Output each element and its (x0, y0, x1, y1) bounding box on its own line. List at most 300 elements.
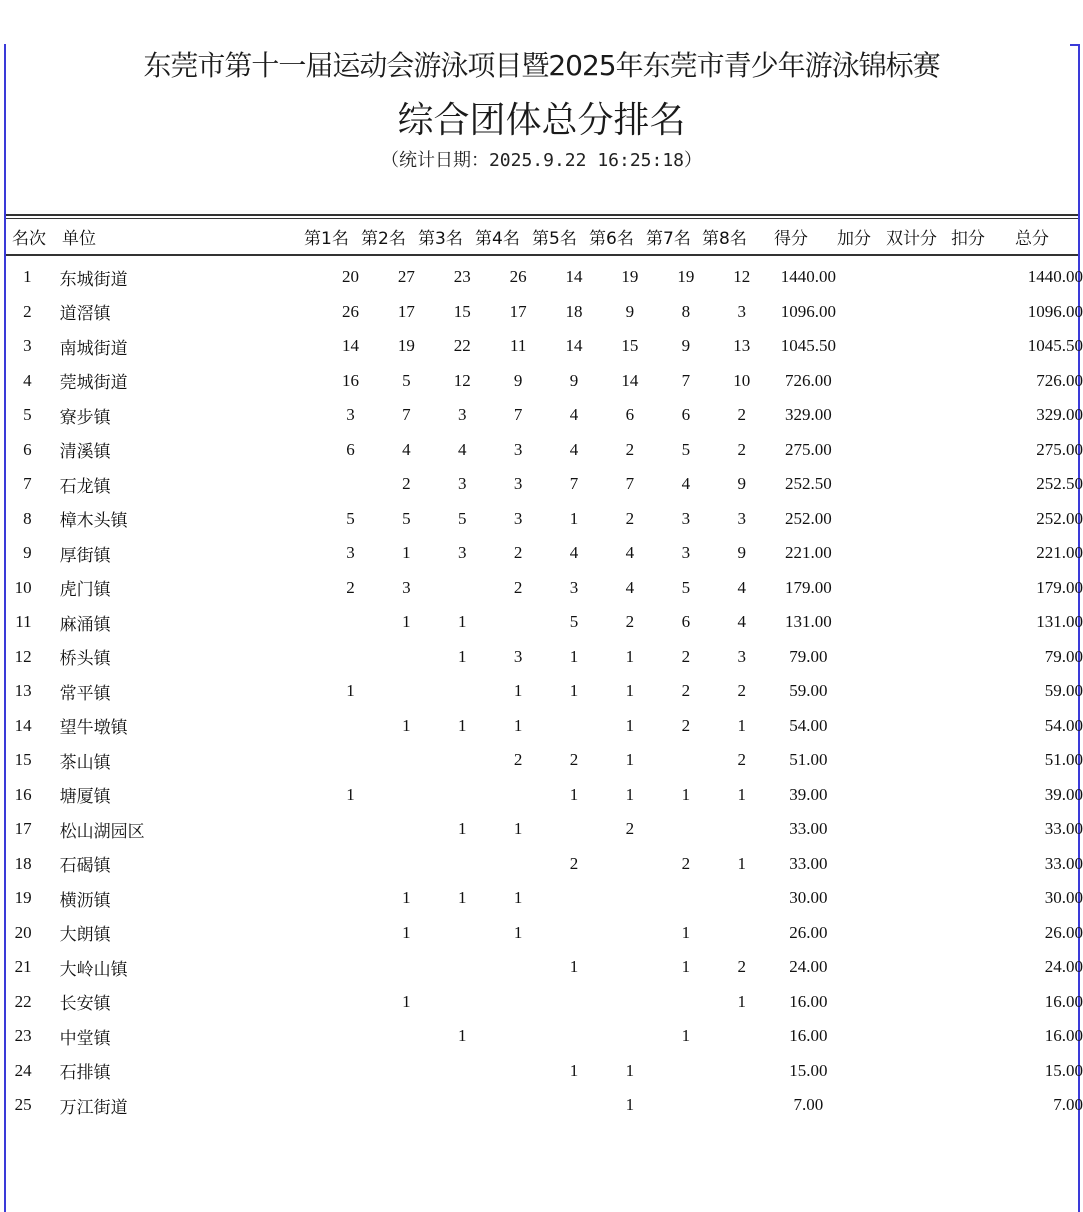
deduct-cell (958, 881, 1013, 916)
double-score-cell (902, 433, 957, 468)
place-3-count-cell: 23 (453, 267, 471, 287)
place-4-count-cell: 1 (513, 888, 523, 908)
bonus-cell (847, 950, 902, 985)
bonus-cell (847, 778, 902, 813)
place-5-count-cell: 14 (565, 336, 583, 356)
place-3-count-cell: 15 (453, 301, 471, 321)
bonus-cell (847, 640, 902, 675)
place-8-count-cell: 2 (737, 957, 746, 977)
event-title: 东莞市第十一届运动会游泳项目暨2025年东莞市青少年游泳锦标赛 (143, 49, 940, 82)
unit-cell: 万江街道 (59, 1097, 128, 1118)
place-1-count-cell: 1 (346, 784, 355, 804)
rank-cell: 11 (15, 612, 32, 632)
score-cell: 33.00 (789, 853, 828, 873)
total-cell: 24.00 (1044, 957, 1083, 977)
place-1-count-cell (323, 950, 379, 985)
score-cell: 24.00 (789, 957, 828, 977)
double-score-cell (902, 674, 957, 709)
deduct-cell (958, 364, 1013, 399)
place-4-count-cell: 1 (513, 681, 523, 701)
deduct-cell (958, 812, 1013, 847)
rank-cell: 9 (23, 543, 32, 563)
place-4-count-cell: 2 (513, 543, 523, 563)
rank-cell: 8 (23, 508, 32, 528)
table-row (0, 950, 1083, 985)
place-8-count-cell: 3 (737, 646, 746, 666)
place-8-count-cell: 3 (737, 301, 746, 321)
deduct-cell (958, 502, 1013, 537)
col-header-p3: 第3名 (418, 229, 463, 249)
place-5-count-cell (546, 709, 602, 744)
place-1-count-cell: 3 (346, 543, 355, 563)
table-row (0, 881, 1083, 916)
place-7-count-cell: 4 (681, 474, 691, 494)
place-1-count-cell (323, 812, 379, 847)
place-4-count-cell (490, 950, 546, 985)
score-cell: 131.00 (784, 612, 832, 632)
place-1-count-cell: 3 (346, 405, 355, 425)
bonus-cell (847, 743, 902, 778)
rank-cell: 6 (23, 439, 32, 459)
place-4-count-cell (490, 605, 546, 640)
place-1-count-cell: 2 (346, 577, 355, 597)
score-cell: 179.00 (784, 577, 832, 597)
deduct-cell (958, 985, 1013, 1020)
score-cell: 54.00 (789, 715, 828, 735)
place-5-count-cell: 1 (569, 1060, 579, 1080)
place-8-count-cell (714, 1054, 770, 1089)
score-cell: 16.00 (789, 991, 828, 1011)
place-6-count-cell: 4 (625, 577, 635, 597)
place-8-count-cell: 2 (737, 405, 746, 425)
table-row (0, 295, 1083, 330)
double-score-cell (902, 260, 957, 295)
total-cell: 51.00 (1044, 750, 1083, 770)
score-cell: 726.00 (784, 370, 832, 390)
place-6-count-cell: 2 (625, 439, 635, 459)
place-5-count-cell: 1 (569, 646, 579, 666)
place-4-count-cell (490, 847, 546, 882)
place-8-count-cell (714, 812, 770, 847)
score-cell: 252.50 (784, 474, 832, 494)
rank-cell: 20 (14, 922, 32, 942)
unit-cell: 中堂镇 (59, 1028, 111, 1049)
double-score-cell (902, 743, 957, 778)
total-cell: 16.00 (1044, 991, 1083, 1011)
col-header-p7: 第7名 (646, 229, 691, 249)
place-2-count-cell: 3 (402, 577, 411, 597)
table-row (0, 778, 1083, 813)
bonus-cell (847, 916, 902, 951)
place-1-count-cell (323, 467, 379, 502)
score-cell: 329.00 (784, 405, 832, 425)
place-4-count-cell: 3 (513, 439, 523, 459)
rank-cell: 4 (23, 370, 32, 390)
table-row (0, 812, 1083, 847)
place-6-count-cell: 9 (625, 301, 635, 321)
deduct-cell (958, 743, 1013, 778)
place-1-count-cell: 14 (341, 336, 359, 356)
unit-cell: 大岭山镇 (59, 959, 128, 980)
score-cell: 51.00 (789, 750, 828, 770)
rank-cell: 3 (23, 336, 32, 356)
place-2-count-cell (378, 778, 434, 813)
unit-cell: 樟木头镇 (59, 511, 128, 532)
total-cell: 1096.00 (1027, 301, 1083, 321)
score-cell: 39.00 (789, 784, 828, 804)
place-6-count-cell: 14 (621, 370, 639, 390)
place-8-count-cell: 2 (737, 750, 746, 770)
table-row (0, 433, 1083, 468)
col-header-p5: 第5名 (532, 229, 577, 249)
total-cell: 221.00 (1036, 543, 1083, 563)
place-3-count-cell: 1 (458, 646, 467, 666)
header-rule-bottom (6, 254, 1078, 256)
table-row (0, 605, 1083, 640)
place-1-count-cell (323, 916, 379, 951)
rank-cell: 22 (14, 991, 32, 1011)
place-7-count-cell (658, 985, 714, 1020)
place-8-count-cell: 4 (737, 612, 746, 632)
place-2-count-cell: 5 (402, 370, 411, 390)
place-2-count-cell: 2 (402, 474, 411, 494)
place-2-count-cell (378, 743, 434, 778)
table-row (0, 743, 1083, 778)
place-7-count-cell: 2 (681, 853, 691, 873)
place-1-count-cell: 5 (346, 508, 355, 528)
place-1-count-cell (323, 985, 379, 1020)
header-rule-top-thin (6, 218, 1078, 219)
total-cell: 726.00 (1036, 370, 1083, 390)
table-row (0, 329, 1083, 364)
place-3-count-cell: 1 (458, 612, 467, 632)
deduct-cell (958, 778, 1013, 813)
place-2-count-cell: 17 (397, 301, 415, 321)
place-8-count-cell: 4 (737, 577, 746, 597)
deduct-cell (958, 398, 1013, 433)
deduct-cell (958, 295, 1013, 330)
deduct-cell (958, 571, 1013, 606)
place-6-count-cell (602, 916, 658, 951)
place-4-count-cell: 9 (513, 370, 523, 390)
place-4-count-cell (490, 1054, 546, 1089)
place-6-count-cell: 1 (625, 1060, 635, 1080)
score-cell: 30.00 (789, 888, 828, 908)
place-4-count-cell: 1 (513, 922, 523, 942)
table-row (0, 1019, 1083, 1054)
col-header-unit: 单位 (62, 229, 96, 249)
place-6-count-cell (602, 847, 658, 882)
unit-cell: 莞城街道 (59, 373, 128, 394)
double-score-cell (902, 329, 957, 364)
table-row (0, 536, 1083, 571)
unit-cell: 石龙镇 (59, 476, 111, 497)
table-row (0, 1054, 1083, 1089)
double-score-cell (902, 536, 957, 571)
place-8-count-cell (714, 916, 770, 951)
total-cell: 252.00 (1036, 508, 1083, 528)
total-cell: 59.00 (1044, 681, 1083, 701)
place-7-count-cell: 1 (681, 784, 691, 804)
place-7-count-cell: 2 (681, 715, 691, 735)
table-row (0, 674, 1083, 709)
place-2-count-cell: 1 (402, 888, 411, 908)
total-cell: 33.00 (1044, 853, 1083, 873)
place-2-count-cell (378, 812, 434, 847)
place-1-count-cell: 20 (341, 267, 359, 287)
place-5-count-cell (546, 1088, 602, 1123)
bonus-cell (847, 1054, 902, 1089)
place-2-count-cell: 4 (402, 439, 411, 459)
deduct-cell (958, 1088, 1013, 1123)
bonus-cell (847, 605, 902, 640)
place-4-count-cell: 11 (509, 336, 527, 356)
deduct-cell (958, 1054, 1013, 1089)
place-2-count-cell (378, 1054, 434, 1089)
double-score-cell (902, 571, 957, 606)
place-7-count-cell (658, 1088, 714, 1123)
bonus-cell (847, 329, 902, 364)
place-5-count-cell: 5 (569, 612, 579, 632)
deduct-cell (958, 1019, 1013, 1054)
rank-cell: 25 (14, 1095, 32, 1115)
unit-cell: 松山湖园区 (59, 821, 145, 842)
place-7-count-cell: 7 (681, 370, 691, 390)
place-8-count-cell: 1 (737, 715, 746, 735)
place-3-count-cell (434, 950, 490, 985)
table-row (0, 260, 1083, 295)
place-8-count-cell: 9 (737, 543, 746, 563)
place-6-count-cell: 1 (625, 750, 635, 770)
table-row (0, 847, 1083, 882)
table-row (0, 502, 1083, 537)
place-8-count-cell: 1 (737, 853, 746, 873)
score-cell: 33.00 (789, 819, 828, 839)
place-7-count-cell (658, 743, 714, 778)
place-3-count-cell: 1 (458, 715, 467, 735)
score-cell: 79.00 (789, 646, 828, 666)
bonus-cell (847, 1088, 902, 1123)
total-cell: 1440.00 (1027, 267, 1083, 287)
place-5-count-cell: 18 (565, 301, 583, 321)
place-5-count-cell (546, 916, 602, 951)
place-1-count-cell: 26 (341, 301, 359, 321)
place-5-count-cell: 9 (569, 370, 579, 390)
place-8-count-cell: 12 (733, 267, 751, 287)
place-7-count-cell: 8 (681, 301, 691, 321)
place-2-count-cell: 1 (402, 612, 411, 632)
place-2-count-cell (378, 640, 434, 675)
double-score-cell (902, 778, 957, 813)
place-3-count-cell (434, 1054, 490, 1089)
unit-cell: 虎门镇 (59, 580, 111, 601)
header-rule-top (6, 214, 1078, 216)
place-7-count-cell: 9 (681, 336, 691, 356)
place-7-count-cell: 1 (681, 957, 691, 977)
score-cell: 1045.50 (780, 336, 836, 356)
place-8-count-cell (714, 881, 770, 916)
place-8-count-cell: 13 (733, 336, 751, 356)
score-cell: 16.00 (789, 1026, 828, 1046)
total-cell: 179.00 (1036, 577, 1083, 597)
col-header-p2: 第2名 (361, 229, 406, 249)
bonus-cell (847, 364, 902, 399)
rank-cell: 14 (14, 715, 32, 735)
place-2-count-cell: 1 (402, 715, 411, 735)
place-6-count-cell (602, 1019, 658, 1054)
place-4-count-cell: 1 (513, 819, 523, 839)
place-5-count-cell (546, 985, 602, 1020)
place-4-count-cell: 2 (513, 750, 523, 770)
double-score-cell (902, 467, 957, 502)
total-cell: 79.00 (1044, 646, 1083, 666)
rank-cell: 10 (14, 577, 32, 597)
place-1-count-cell (323, 1088, 379, 1123)
bonus-cell (847, 502, 902, 537)
place-5-count-cell: 4 (569, 543, 579, 563)
place-3-count-cell (434, 985, 490, 1020)
total-cell: 15.00 (1044, 1060, 1083, 1080)
place-8-count-cell: 1 (737, 784, 746, 804)
place-3-count-cell (434, 847, 490, 882)
bonus-cell (847, 847, 902, 882)
bonus-cell (847, 398, 902, 433)
rank-cell: 19 (14, 888, 32, 908)
deduct-cell (958, 467, 1013, 502)
unit-cell: 石碣镇 (59, 856, 111, 877)
place-1-count-cell (323, 605, 379, 640)
place-6-count-cell: 2 (625, 612, 635, 632)
place-2-count-cell: 7 (402, 405, 411, 425)
place-6-count-cell: 7 (625, 474, 635, 494)
double-score-cell (902, 985, 957, 1020)
place-4-count-cell: 26 (509, 267, 527, 287)
unit-cell: 寮步镇 (59, 407, 111, 428)
unit-cell: 南城街道 (59, 338, 128, 359)
col-header-p1: 第1名 (304, 229, 349, 249)
place-7-count-cell: 6 (681, 405, 691, 425)
bonus-cell (847, 295, 902, 330)
col-header-total: 总分 (1015, 229, 1049, 249)
place-1-count-cell (323, 847, 379, 882)
place-6-count-cell: 4 (625, 543, 635, 563)
score-cell: 1096.00 (780, 301, 836, 321)
total-cell: 30.00 (1044, 888, 1083, 908)
double-score-cell (902, 709, 957, 744)
score-cell: 26.00 (789, 922, 828, 942)
place-1-count-cell (323, 743, 379, 778)
place-6-count-cell: 2 (625, 508, 635, 528)
col-header-rank: 名次 (12, 229, 46, 249)
total-cell: 16.00 (1044, 1026, 1083, 1046)
deduct-cell (958, 709, 1013, 744)
place-5-count-cell (546, 1019, 602, 1054)
deduct-cell (958, 950, 1013, 985)
place-3-count-cell (434, 571, 490, 606)
place-3-count-cell: 1 (458, 888, 467, 908)
double-score-cell (902, 1019, 957, 1054)
place-7-count-cell: 3 (681, 543, 691, 563)
table-row (0, 398, 1083, 433)
place-3-count-cell (434, 674, 490, 709)
score-cell: 252.00 (784, 508, 832, 528)
score-cell: 59.00 (789, 681, 828, 701)
rank-cell: 13 (14, 681, 32, 701)
place-7-count-cell (658, 881, 714, 916)
total-cell: 26.00 (1044, 922, 1083, 942)
score-cell: 1440.00 (780, 267, 836, 287)
place-4-count-cell: 7 (513, 405, 523, 425)
deduct-cell (958, 260, 1013, 295)
place-3-count-cell: 3 (458, 543, 467, 563)
place-6-count-cell (602, 881, 658, 916)
col-header-score: 得分 (774, 229, 808, 249)
total-cell: 131.00 (1036, 612, 1083, 632)
double-score-cell (902, 1054, 957, 1089)
place-8-count-cell (714, 1019, 770, 1054)
place-8-count-cell: 1 (737, 991, 746, 1011)
place-3-count-cell (434, 1088, 490, 1123)
ranking-table (0, 260, 1083, 1123)
place-7-count-cell: 5 (681, 439, 691, 459)
place-3-count-cell (434, 743, 490, 778)
place-1-count-cell (323, 640, 379, 675)
place-4-count-cell: 1 (513, 715, 523, 735)
place-4-count-cell: 3 (513, 474, 523, 494)
double-score-cell (902, 881, 957, 916)
bonus-cell (847, 709, 902, 744)
place-2-count-cell (378, 847, 434, 882)
rank-cell: 23 (14, 1026, 32, 1046)
double-score-cell (902, 847, 957, 882)
unit-cell: 清溪镇 (59, 442, 111, 463)
place-2-count-cell: 1 (402, 922, 411, 942)
place-3-count-cell: 1 (458, 1026, 467, 1046)
report-title: 综合团体总分排名 (397, 100, 686, 141)
place-2-count-cell (378, 674, 434, 709)
stat-date: （统计日期：2025.9.22 16:25:18） (380, 150, 703, 171)
place-3-count-cell: 22 (453, 336, 471, 356)
place-6-count-cell: 1 (625, 715, 635, 735)
place-4-count-cell (490, 1019, 546, 1054)
bonus-cell (847, 571, 902, 606)
place-6-count-cell: 1 (625, 784, 635, 804)
col-header-p4: 第4名 (475, 229, 520, 249)
place-3-count-cell: 12 (453, 370, 471, 390)
double-score-cell (902, 398, 957, 433)
place-6-count-cell (602, 985, 658, 1020)
place-3-count-cell (434, 778, 490, 813)
double-score-cell (902, 364, 957, 399)
rank-cell: 16 (14, 784, 32, 804)
double-score-cell (902, 295, 957, 330)
double-score-cell (902, 605, 957, 640)
place-4-count-cell: 17 (509, 301, 527, 321)
deduct-cell (958, 640, 1013, 675)
place-4-count-cell: 3 (513, 646, 523, 666)
rank-cell: 17 (14, 819, 32, 839)
place-5-count-cell: 4 (569, 405, 579, 425)
place-2-count-cell (378, 950, 434, 985)
place-2-count-cell: 1 (402, 991, 411, 1011)
bonus-cell (847, 260, 902, 295)
place-3-count-cell: 3 (458, 474, 467, 494)
place-5-count-cell: 1 (569, 957, 579, 977)
double-score-cell (902, 502, 957, 537)
unit-cell: 望牛墩镇 (59, 718, 128, 739)
place-5-count-cell (546, 881, 602, 916)
bonus-cell (847, 985, 902, 1020)
